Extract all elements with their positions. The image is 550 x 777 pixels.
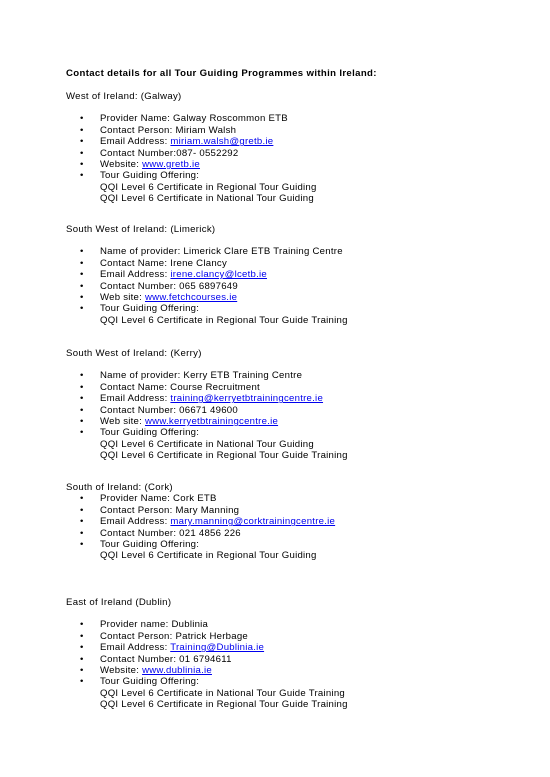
email-item: • Email Address: Training@Dublinia.ie [80, 642, 265, 654]
email-link[interactable]: irene.clancy@lcetb.ie [170, 269, 267, 281]
bullet-icon: • [80, 246, 84, 258]
bullet-icon: • [80, 257, 84, 269]
bullet-icon: • [80, 136, 84, 148]
contact-list [66, 246, 526, 314]
section-heading: South West of Ireland: (Kerry) [66, 348, 202, 359]
phone-item: • Contact Number: 021 4856 226 [80, 527, 241, 539]
website-item: • Web site: www.kerryetbtrainingcentre.ie [80, 416, 279, 428]
bullet-icon: • [80, 665, 84, 677]
section-heading: East of Ireland (Dublin) [66, 597, 172, 608]
phone-item: • Contact Number: 01 6794611 [80, 653, 232, 665]
contact-item: • Contact Person: Miriam Walsh [80, 124, 237, 136]
course-line: QQI Level 6 Certificate in National Tour Guide Training [100, 687, 346, 699]
bullet-icon: • [80, 159, 84, 171]
section-heading: South West of Ireland: (Limerick) [66, 224, 216, 235]
bullet-icon: • [80, 113, 84, 125]
section-cork [66, 482, 526, 562]
phone-item: • Contact Number: 065 6897649 [80, 280, 238, 292]
bullet-icon: • [80, 504, 84, 516]
website-item: • Website: www.dublinia.ie [80, 665, 212, 677]
offering-item: • Tour Guiding Offering: [80, 303, 200, 315]
bullet-icon: • [80, 527, 84, 539]
bullet-icon: • [80, 292, 84, 304]
section-kerry [66, 348, 526, 462]
provider-item: • Name of provider: Kerry ETB Training Centre [80, 370, 303, 382]
bullet-icon: • [80, 653, 84, 665]
bullet-icon: • [80, 619, 84, 631]
email-item: • Email Address: miriam.walsh@gretb.ie [80, 136, 274, 148]
website-link[interactable]: www.fetchcourses.ie [144, 292, 238, 304]
section-limerick [66, 224, 526, 326]
offering-item: • Tour Guiding Offering: [80, 539, 200, 551]
bullet-icon: • [80, 393, 84, 405]
contact-list [66, 493, 526, 550]
provider-item: • Name of provider: Limerick Clare ETB Training Centre [80, 246, 343, 258]
bullet-icon: • [80, 269, 84, 281]
bullet-icon: • [80, 404, 84, 416]
bullet-icon: • [80, 630, 84, 642]
course-line: QQI Level 6 Certificate in Regional Tour Guiding [100, 550, 317, 562]
offering-item: • Tour Guiding Offering: [80, 427, 200, 439]
course-line: QQI Level 6 Certificate in Regional Tour Guide Training [100, 450, 348, 462]
contact-item: • Contact Name: Irene Clancy [80, 257, 228, 269]
bullet-icon: • [80, 381, 84, 393]
bullet-icon: • [80, 370, 84, 382]
email-link[interactable]: training@kerryetbtrainingcentre.ie [170, 393, 324, 405]
bullet-icon: • [80, 280, 84, 292]
website-link[interactable]: www.gretb.ie [142, 159, 200, 171]
course-line: QQI Level 6 Certificate in National Tour Guiding [100, 193, 314, 205]
document-title: Contact details for all Tour Guiding Programmes within Ireland: [66, 68, 377, 79]
provider-item: • Provider name: Dublinia [80, 619, 209, 631]
email-link[interactable]: mary.manning@corktrainingcentre.ie [170, 516, 336, 528]
section-heading: South of Ireland: (Cork) [66, 482, 173, 493]
bullet-icon: • [80, 516, 84, 528]
provider-item: • Provider Name: Galway Roscommon ETB [80, 113, 288, 125]
contact-item: • Contact Person: Mary Manning [80, 504, 240, 516]
offering-item: • Tour Guiding Offering: [80, 170, 200, 182]
section-dublin [66, 597, 526, 711]
website-item: • Web site: www.fetchcourses.ie [80, 292, 238, 304]
contact-list [66, 619, 526, 687]
phone-item: • Contact Number:087- 0552292 [80, 147, 239, 159]
bullet-icon: • [80, 170, 84, 182]
contact-list [66, 113, 526, 181]
website-link[interactable]: www.kerryetbtrainingcentre.ie [144, 416, 279, 428]
phone-item: • Contact Number: 06671 49600 [80, 404, 238, 416]
bullet-icon: • [80, 676, 84, 688]
website-link[interactable]: www.dublinia.ie [142, 665, 212, 677]
provider-item: • Provider Name: Cork ETB [80, 493, 217, 505]
bullet-icon: • [80, 303, 84, 315]
course-line: QQI Level 6 Certificate in National Tour Guiding [100, 438, 314, 450]
bullet-icon: • [80, 539, 84, 551]
bullet-icon: • [80, 493, 84, 505]
contact-item: • Contact Name: Course Recruitment [80, 381, 260, 393]
email-item: • Email Address: irene.clancy@lcetb.ie [80, 269, 267, 281]
course-line: QQI Level 6 Certificate in Regional Tour Guide Training [100, 314, 348, 326]
section-galway [66, 91, 526, 205]
bullet-icon: • [80, 416, 84, 428]
bullet-icon: • [80, 642, 84, 654]
email-link[interactable]: miriam.walsh@gretb.ie [170, 136, 274, 148]
email-item: • Email Address: mary.manning@corktrainingcentre.ie [80, 516, 336, 528]
email-item: • Email Address: training@kerryetbtrainingcentre.ie [80, 393, 324, 405]
contact-item: • Contact Person: Patrick Herbage [80, 630, 248, 642]
contact-list [66, 370, 526, 438]
website-item: • Website: www.gretb.ie [80, 159, 200, 171]
bullet-icon: • [80, 427, 84, 439]
offering-item: • Tour Guiding Offering: [80, 676, 200, 688]
email-link[interactable]: Training@Dublinia.ie [170, 642, 265, 654]
bullet-icon: • [80, 124, 84, 136]
course-line: QQI Level 6 Certificate in Regional Tour Guide Training [100, 699, 348, 711]
bullet-icon: • [80, 147, 84, 159]
course-line: QQI Level 6 Certificate in Regional Tour Guiding [100, 181, 317, 193]
section-heading: West of Ireland: (Galway) [66, 91, 182, 102]
